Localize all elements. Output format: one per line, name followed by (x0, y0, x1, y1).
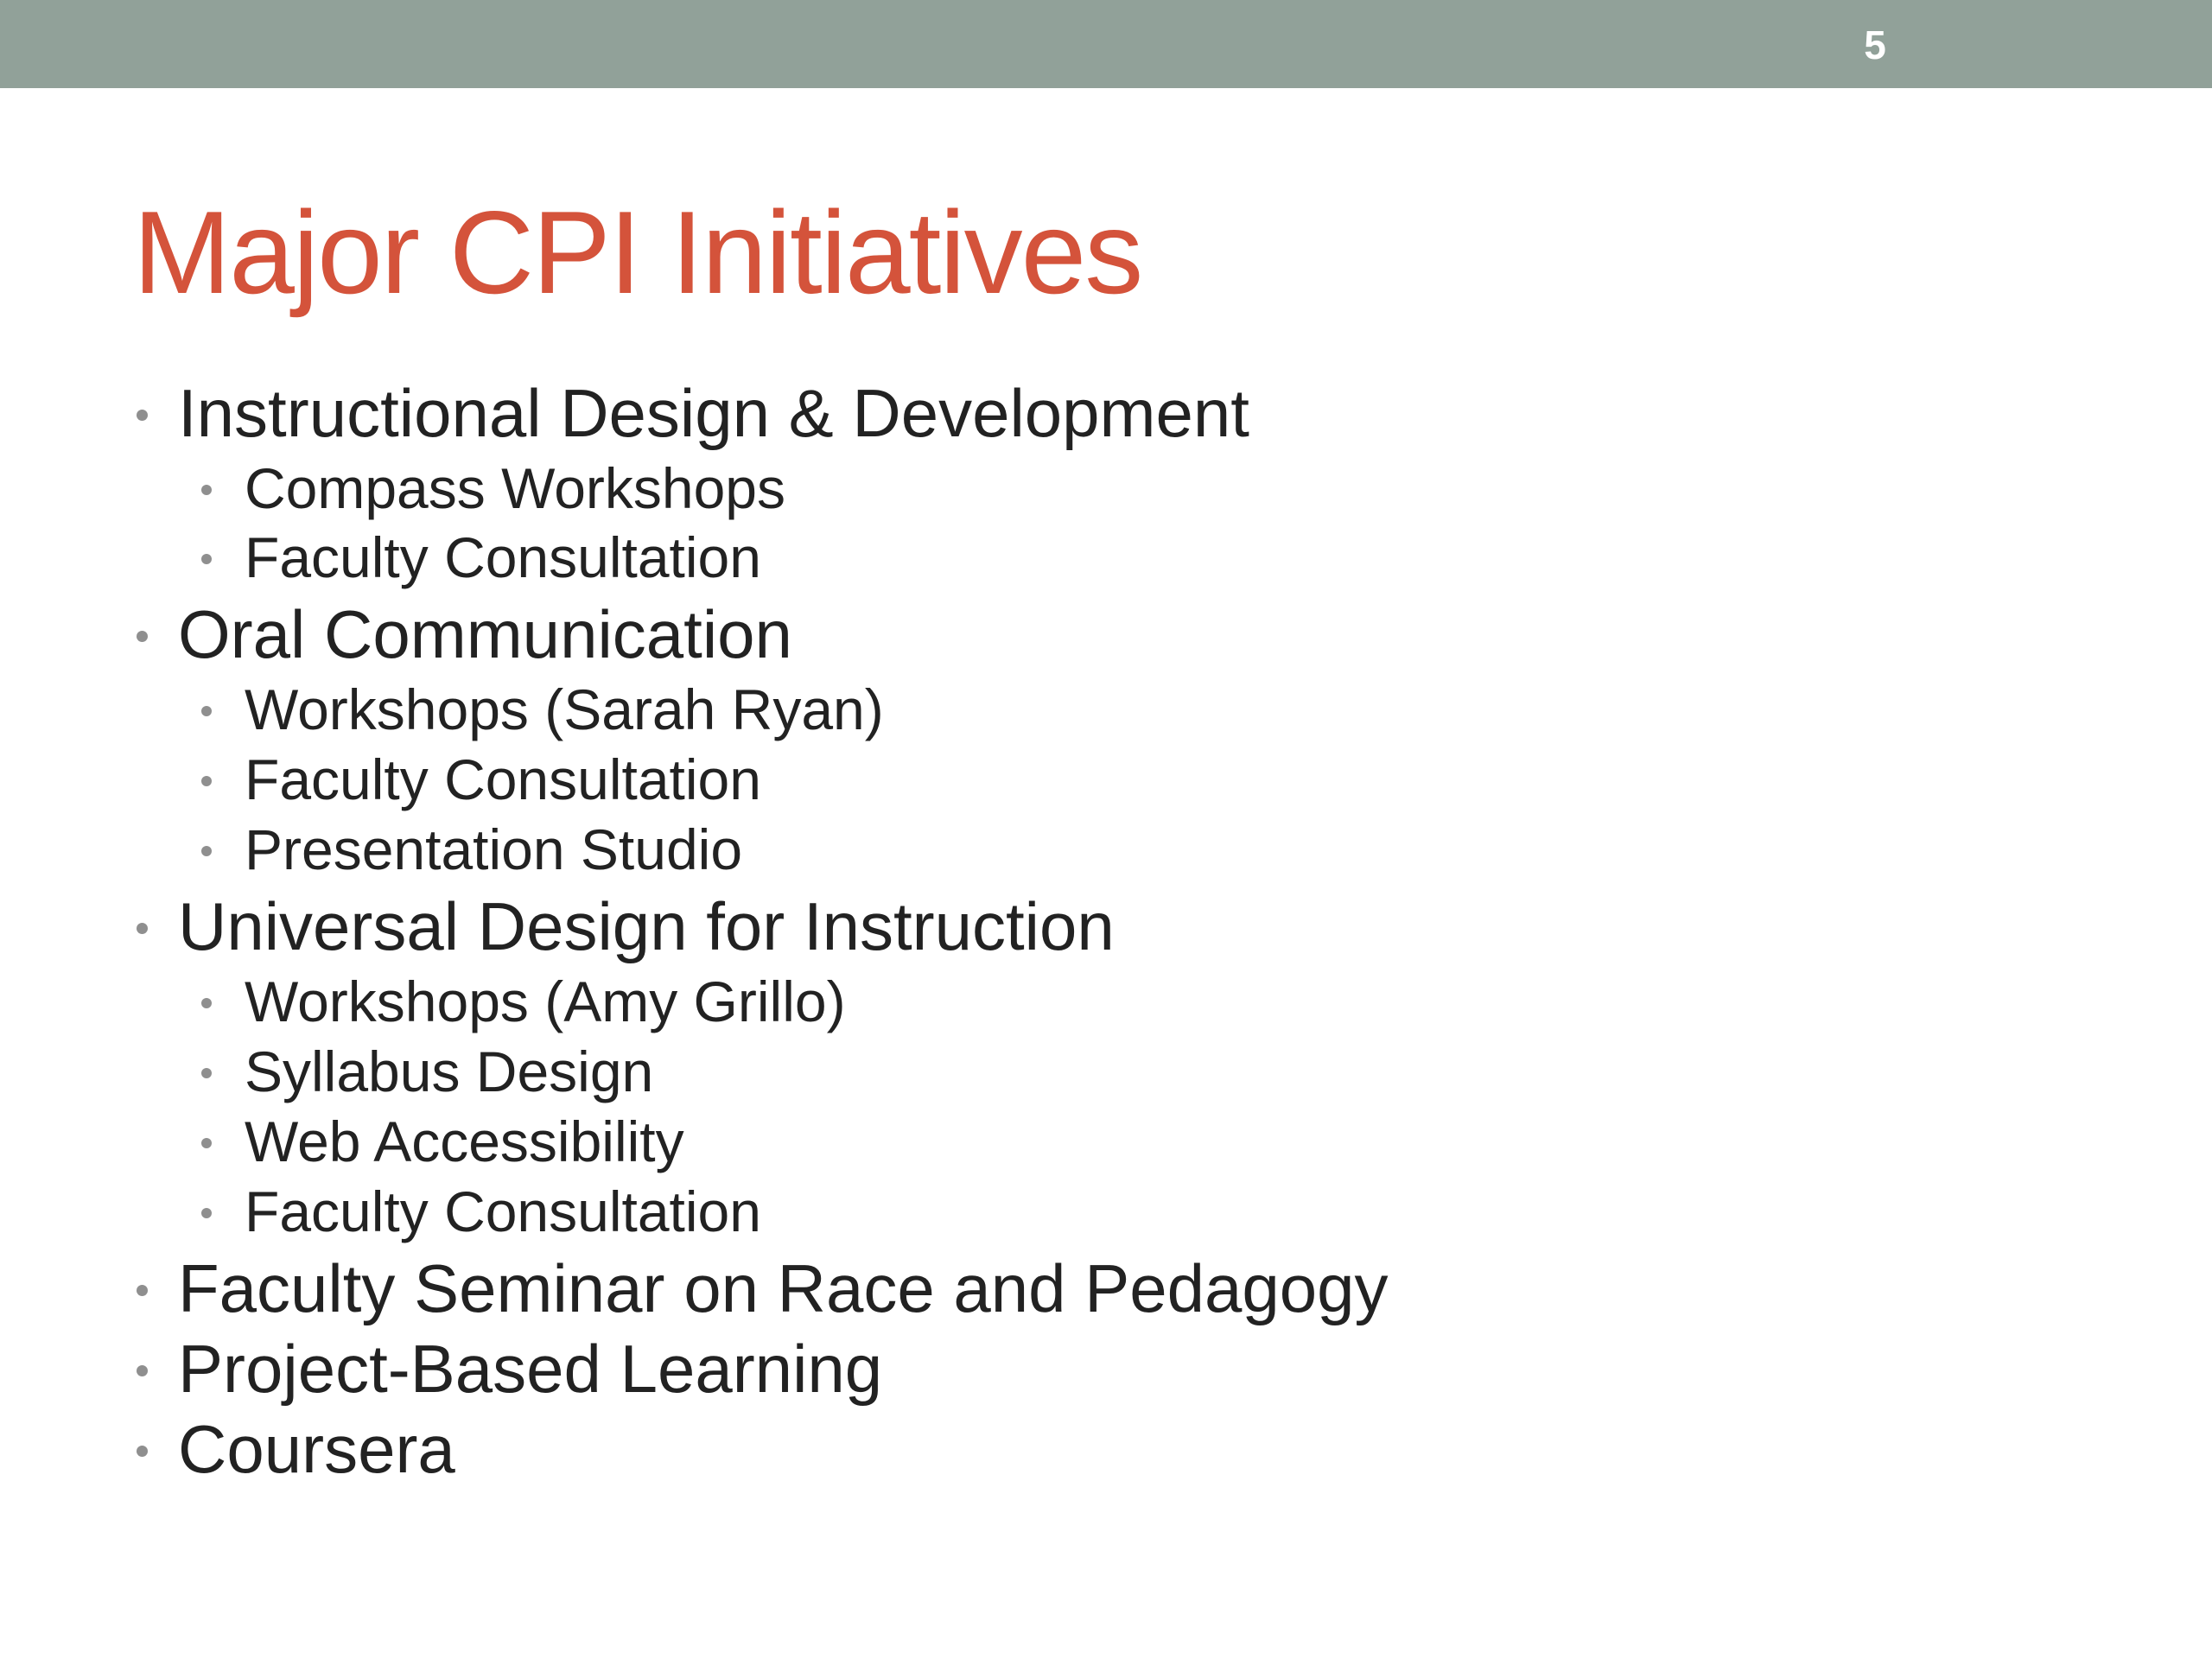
sub-bullet-faculty-consultation (245, 1177, 761, 1246)
sub-bullet-workshops-amy-grillo (245, 967, 846, 1036)
sub-bullet-web-accessibility (245, 1107, 684, 1176)
sub-bullet-faculty-consultation (245, 745, 761, 814)
bullet-dot-icon (137, 1285, 148, 1296)
bullet-dot-icon (201, 706, 212, 716)
slide-title: Major CPI Initiatives (133, 187, 1142, 318)
bullet-label: Web Accessibility (245, 1109, 684, 1173)
bullet-dot-icon (137, 1446, 148, 1457)
bullet-label: Faculty Consultation (245, 525, 761, 589)
bullet-label: Syllabus Design (245, 1039, 654, 1103)
bullet-label: Compass Workshops (245, 456, 786, 520)
slide-number: 5 (1864, 22, 1886, 67)
bullet-dot-icon (201, 776, 212, 786)
bullet-instructional-design (178, 372, 1249, 454)
bullet-dot-icon (201, 1138, 212, 1148)
bullet-label: Universal Design for Instruction (178, 888, 1115, 964)
sub-bullet-faculty-consultation (245, 523, 761, 592)
bullet-oral-communication (178, 593, 792, 676)
bullet-label: Faculty Consultation (245, 1179, 761, 1243)
bullet-label: Oral Communication (178, 596, 792, 672)
bullet-project-based-learning (178, 1327, 882, 1410)
bullet-dot-icon (201, 554, 212, 564)
bullet-dot-icon (201, 998, 212, 1008)
bullet-dot-icon (137, 1365, 148, 1376)
bullet-dot-icon (137, 631, 148, 642)
bullet-dot-icon (201, 846, 212, 856)
bullet-label: Faculty Consultation (245, 747, 761, 811)
bullet-dot-icon (201, 1208, 212, 1218)
bullet-dot-icon (201, 1068, 212, 1078)
bullet-label: Workshops (Sarah Ryan) (245, 677, 884, 741)
bullet-label: Workshops (Amy Grillo) (245, 969, 846, 1033)
bullet-label: Faculty Seminar on Race and Pedagogy (178, 1250, 1389, 1326)
bullet-dot-icon (137, 923, 148, 934)
sub-bullet-syllabus-design (245, 1037, 653, 1106)
sub-bullet-workshops-sarah-ryan (245, 675, 884, 744)
bullet-dot-icon (137, 410, 148, 421)
bullet-label: Presentation Studio (245, 817, 743, 881)
bullet-faculty-seminar (178, 1247, 1389, 1330)
bullet-universal-design (178, 885, 1115, 968)
bullet-coursera (178, 1408, 455, 1491)
bullet-label: Project-Based Learning (178, 1331, 883, 1407)
bullet-label: Instructional Design & Development (178, 375, 1249, 451)
bullet-dot-icon (201, 485, 212, 495)
sub-bullet-compass-workshops (245, 454, 785, 523)
bullet-label: Coursera (178, 1411, 455, 1487)
sub-bullet-presentation-studio (245, 815, 742, 884)
